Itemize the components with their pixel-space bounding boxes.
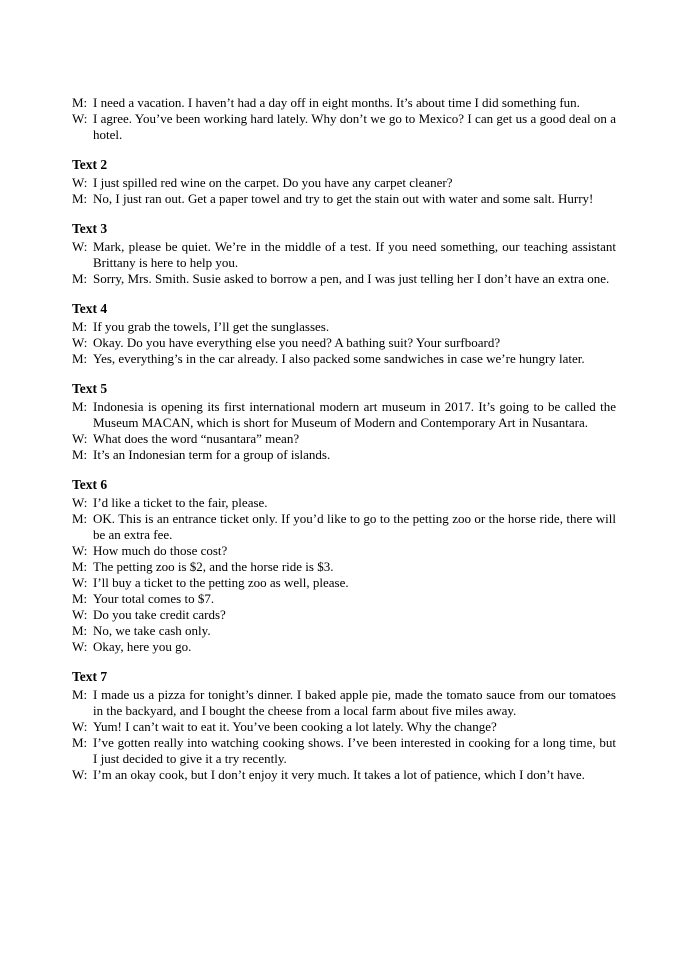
dialogue-line <box>72 719 616 735</box>
dialogue-line <box>72 271 616 287</box>
speaker-label: M: <box>72 351 88 366</box>
transcript-section <box>72 301 616 367</box>
transcript-body <box>72 95 616 797</box>
speaker-label: W: <box>72 607 88 622</box>
dialogue-line <box>72 639 616 655</box>
dialogue-text: Okay, here you go. <box>93 639 192 654</box>
speaker-label: W: <box>72 335 88 350</box>
dialogue-text: OK. This is an entrance ticket only. If you’d like to go to the petting zoo or the horse ride, there will be an extra fee. <box>93 511 616 542</box>
dialogue-line <box>72 559 616 575</box>
dialogue-text: I’d like a ticket to the fair, please. <box>93 495 268 510</box>
dialogue-text: I made us a pizza for tonight’s dinner. I baked apple pie, made the tomato sauce from our tomatoes in the backyard, and I bought the cheese from a local farm about five miles away. <box>93 687 616 718</box>
speaker-label: M: <box>72 191 88 206</box>
speaker-label: W: <box>72 431 88 446</box>
dialogue-line <box>72 335 616 351</box>
transcript-section <box>72 669 616 783</box>
section-heading: Text 3 <box>72 221 108 236</box>
dialogue-line <box>72 591 616 607</box>
dialogue-line <box>72 447 616 463</box>
dialogue-text: Yum! I can’t wait to eat it. You’ve been cooking a lot lately. Why the change? <box>93 719 497 734</box>
speaker-label: W: <box>72 495 88 510</box>
dialogue-text: How much do those cost? <box>93 543 228 558</box>
transcript-section <box>72 381 616 463</box>
dialogue-text: I’ve gotten really into watching cooking shows. I’ve been interested in cooking for a long time, but I just decided to give it a try recently. <box>93 735 616 766</box>
speaker-label: W: <box>72 639 88 654</box>
dialogue-text: I’ll buy a ticket to the petting zoo as well, please. <box>93 575 349 590</box>
transcript-section <box>72 157 616 207</box>
dialogue-line <box>72 191 616 207</box>
speaker-label: W: <box>72 575 88 590</box>
dialogue-line <box>72 175 616 191</box>
speaker-label: W: <box>72 543 88 558</box>
dialogue-line <box>72 431 616 447</box>
dialogue-text: What does the word “nusantara” mean? <box>93 431 300 446</box>
dialogue-text: It’s an Indonesian term for a group of islands. <box>93 447 331 462</box>
dialogue-text: If you grab the towels, I’ll get the sunglasses. <box>93 319 330 334</box>
dialogue-text: Mark, please be quiet. We’re in the middle of a test. If you need something, our teaching assistant Brittany is here to help you. <box>93 239 616 270</box>
dialogue-line <box>72 511 616 543</box>
dialogue-text: I just spilled red wine on the carpet. Do you have any carpet cleaner? <box>93 175 453 190</box>
dialogue-text: Do you take credit cards? <box>93 607 226 622</box>
dialogue-line <box>72 543 616 559</box>
section-heading: Text 7 <box>72 669 108 684</box>
section-heading: Text 5 <box>72 381 108 396</box>
dialogue-text: I need a vacation. I haven’t had a day off in eight months. It’s about time I did something fun. <box>93 95 580 110</box>
dialogue-line <box>72 319 616 335</box>
speaker-label: M: <box>72 623 88 638</box>
dialogue-line <box>72 607 616 623</box>
speaker-label: W: <box>72 767 88 782</box>
speaker-label: M: <box>72 559 88 574</box>
dialogue-text: Indonesia is opening its first international modern art museum in 2017. It’s going to be called the Museum MACAN, which is short for Museum of Modern and Contemporary Art in Nusantara. <box>93 399 616 430</box>
speaker-label: M: <box>72 591 88 606</box>
dialogue-line <box>72 767 616 783</box>
dialogue-text: I agree. You’ve been working hard lately. Why don’t we go to Mexico? I can get us a good deal on a hotel. <box>93 111 616 142</box>
dialogue-text: The petting zoo is $2, and the horse ride is $3. <box>93 559 334 574</box>
transcript-section <box>72 221 616 287</box>
speaker-label: M: <box>72 511 88 526</box>
dialogue-text: No, I just ran out. Get a paper towel and try to get the stain out with water and some salt. Hurry! <box>93 191 594 206</box>
dialogue-text: Yes, everything’s in the car already. I also packed some sandwiches in case we’re hungry later. <box>93 351 585 366</box>
dialogue-line <box>72 351 616 367</box>
speaker-label: M: <box>72 687 88 702</box>
transcript-section <box>72 477 616 655</box>
dialogue-line <box>72 623 616 639</box>
dialogue-text: No, we take cash only. <box>93 623 211 638</box>
dialogue-text: I’m an okay cook, but I don’t enjoy it very much. It takes a lot of patience, which I don’t have. <box>93 767 585 782</box>
section-heading: Text 6 <box>72 477 108 492</box>
dialogue-line <box>72 735 616 767</box>
transcript-section <box>72 95 616 143</box>
dialogue-text: Okay. Do you have everything else you need? A bathing suit? Your surfboard? <box>93 335 501 350</box>
dialogue-line <box>72 575 616 591</box>
dialogue-line <box>72 495 616 511</box>
speaker-label: W: <box>72 175 88 190</box>
dialogue-text: Sorry, Mrs. Smith. Susie asked to borrow a pen, and I was just telling her I don’t have an extra one. <box>93 271 610 286</box>
speaker-label: M: <box>72 447 88 462</box>
speaker-label: W: <box>72 719 88 734</box>
speaker-label: W: <box>72 239 88 254</box>
speaker-label: W: <box>72 111 88 126</box>
dialogue-line <box>72 399 616 431</box>
speaker-label: M: <box>72 319 88 334</box>
speaker-label: M: <box>72 95 88 110</box>
speaker-label: M: <box>72 271 88 286</box>
dialogue-line <box>72 111 616 143</box>
section-heading: Text 2 <box>72 157 108 172</box>
dialogue-line <box>72 239 616 271</box>
dialogue-text: Your total comes to $7. <box>93 591 215 606</box>
speaker-label: M: <box>72 735 88 750</box>
dialogue-line <box>72 687 616 719</box>
dialogue-line <box>72 95 616 111</box>
speaker-label: M: <box>72 399 88 414</box>
section-heading: Text 4 <box>72 301 108 316</box>
